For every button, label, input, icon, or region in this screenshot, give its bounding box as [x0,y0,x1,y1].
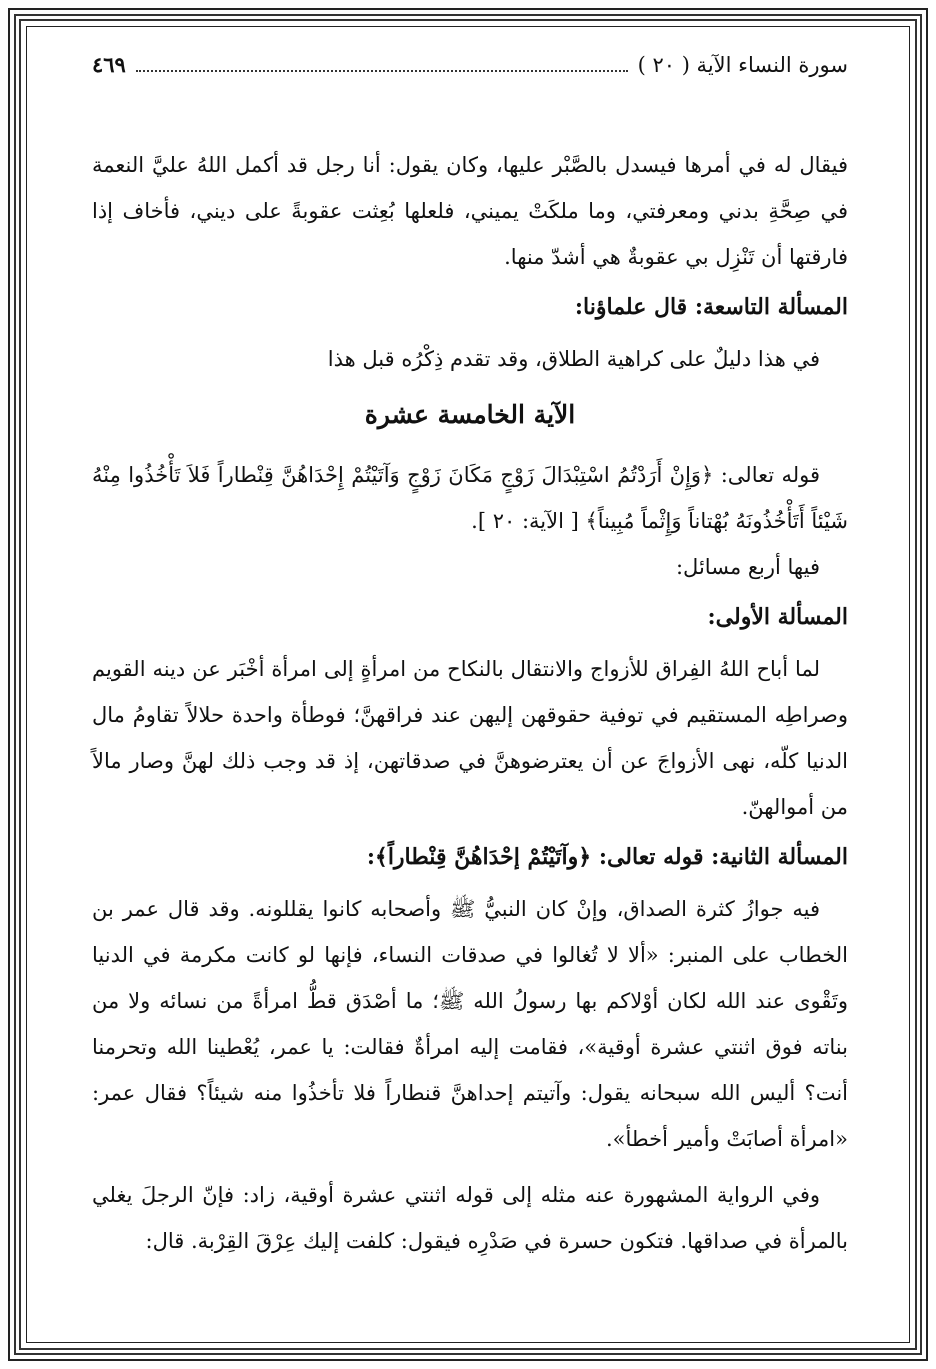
heading-ninth-issue: المسألة التاسعة: قال علماؤنا: [574,294,848,320]
paragraph-second-issue: فيه جوازُ كثرة الصداق، وإنْ كان النبيُّ ﷺ وأصحابه كانوا يقللونه. وقد قال عمر بن الخطاب على المنبر: «ألا لا تُغالوا في صدقات النساء، فإنها لو كانت مكرمة في الدنيا وتَقْوى عند الله لكان أوْلاكم بها رسولُ الله ﷺ؛ ما أصْدَق قطُّ امرأةً من نسائه ولا من بناته فوق اثنتي عشرة أوقية»، فقامت إليه امرأةٌ فقالت: يا عمر، يُعْطينا الله وتحرمنا أنت؟ أليس الله سبحانه يقول: وآتيتم إحداهنَّ قنطاراً فلا تأخذُوا منه شيئاً؟ فقال عمر: «امرأة أصابَتْ وأمير أخطأ». [92,897,848,1151]
heading-first-issue: المسألة الأولى: [707,604,848,630]
page-content [92,52,848,1264]
header-dot-leader [136,56,628,72]
running-header-title: سورة النساء الآية ( ٢٠ ) [637,53,848,77]
running-header [92,52,848,96]
paragraph-divorce-note: في هذا دليلٌ على كراهية الطلاق، وقد تقدم ذِكْرُه قبل هذا [327,347,820,371]
paragraph-verse-text: قوله تعالى: ﴿وَإِنْ أَرَدْتُمُ اسْتِبْدَالَ زَوْجٍ مَكَانَ زَوْجٍ وَآتَيْتُمْ إِحْدَاهُنَّ قِنْطاراً فَلاَ تَأْخُذُوا مِنْهُ شَيْئاً أَتَأْخُذُونَهُ بُهْتاناً وَإِثْماً مُبِيناً﴾ [ الآية: ٢٠ ]. [92,463,848,533]
paragraph-continuation: فيقال له في أمرها فيسدل بالصَّبْر عليها، وكان يقول: أنا رجل قد أكمل اللهُ عليَّ النعمة في صِحَّةِ بدني ومعرفتي، وما ملكَتْ يميني، فلعلها بُعِثت عقوبةً على ديني، فأخاف إذا فارقتها أن تَنْزِل بي عقوبةٌ هي أشدّ منها. [92,153,848,269]
heading-second-issue: المسألة الثانية: قوله تعالى: ﴿وآتَيْتُمْ إحْدَاهُنَّ قِنْطاراً﴾: [366,844,848,870]
paragraph-four-issues: فيها أربع مسائل: [675,555,820,579]
paragraph-first-issue: لما أباح اللهُ الفِراق للأزواج والانتقال بالنكاح من امرأةٍ إلى امرأة أخْبَر عن دينه القويم وصراطِه المستقيم في توفية حقوقهن إليهن عند فراقهنَّ؛ فوطأة واحدة حلالاً تقاومُ مال الدنيا كلّه، نهى الأزواجَ عن أن يعترضوهنَّ في صدقاتهن، إذ قد وجب ذلك لهنَّ وصار مالاً من أموالهنّ. [92,657,848,819]
page-number: ٤٦٩ [92,52,126,77]
paragraph-gap [92,1162,848,1172]
verse-section-title: الآية الخامسة عشرة [364,400,576,429]
paragraph-narration: وفي الرواية المشهورة عنه مثله إلى قوله اثنتي عشرة أوقية، زاد: فإنّ الرجلَ يغلي بالمرأة في صداقها. فتكون حسرة في صَدْرِه فيقول: كلفت إليك عِرْقَ القِرْبة. قال: [92,1183,848,1253]
